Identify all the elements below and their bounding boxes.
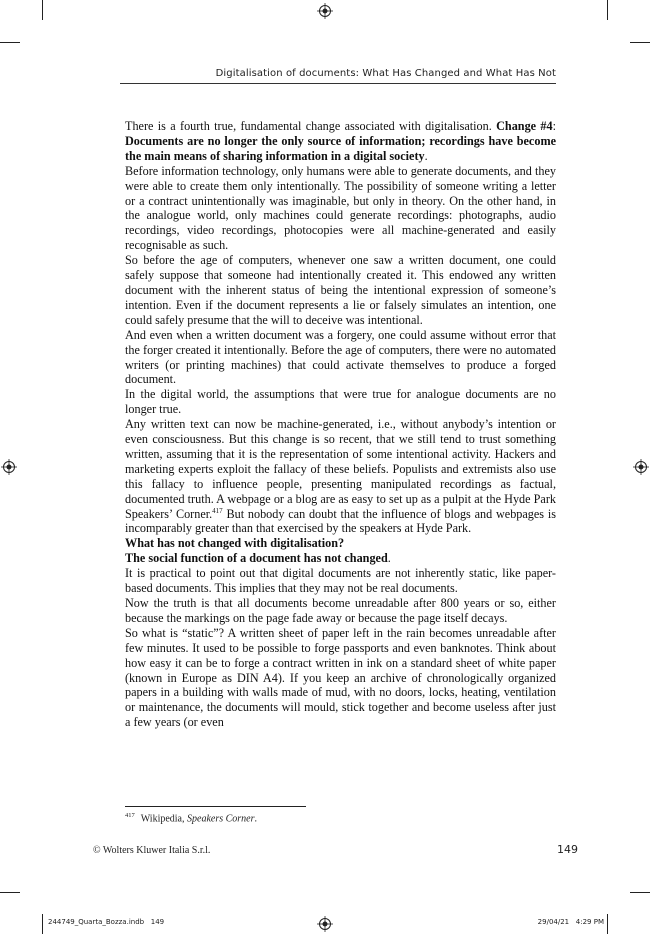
change-end: .	[424, 148, 428, 163]
paragraph-text: There is a fourth true, fundamental change associated with digitalisation.	[125, 119, 492, 133]
footnote-reference[interactable]: 417	[212, 506, 223, 515]
crop-mark	[607, 914, 608, 934]
footnote-rule	[125, 806, 306, 807]
crop-mark	[630, 42, 650, 43]
change-statement: Documents are no longer the only source of information; recordings have become the main means of sharing information in a digital society	[125, 133, 556, 163]
section-heading: What has not changed with digitalisation?	[125, 536, 345, 551]
slug-datetime: 29/04/21 4:29 PM	[537, 918, 604, 926]
crop-mark	[630, 892, 650, 893]
paragraph: It is practical to point out that digital documents are not inherently static, like paper-based documents. This implies that they may not be real documents.	[125, 566, 556, 596]
footnote: $^{417}$ Wikipedia, Speakers Corner.	[125, 812, 257, 825]
registration-mark-icon	[317, 3, 333, 19]
paragraph: So what is “static”? A written sheet of paper left in the rain becomes unreadable after few minutes. It used to be possible to forge passports and even banknotes. Think about how easy it can be to forge a contract written in ink on a standard sheet of white paper (known in Europe as DIN A4). If you keep an archive of chronologically organized papers in a building with walls made of mud, with no doors, locks, heating, ventilation or maintenance, the documents will mould, stick together and become useless after just a few years (or even	[125, 625, 556, 730]
paragraph	[125, 119, 556, 164]
footnote-author: Wikipedia,	[140, 813, 187, 825]
body-text	[125, 119, 556, 730]
crop-mark	[42, 914, 43, 934]
footnote-number: 417	[125, 812, 135, 819]
crop-mark	[607, 0, 608, 20]
paragraph: Before information technology, only humans were able to generate documents, and they were able to create them only intentionally. The possibility of someone writing a letter or a contract unintentionally was imaginable, but only in theory. On the other hand, in the analogue world, only machines could generate recordings: photographs, audio recordings, video recordings, photocopies were all machine-generated and easily recognisable as such.	[125, 163, 556, 253]
page-number: 149	[557, 843, 578, 856]
running-header: Digitalisation of documents: What Has Changed and What Has Not	[215, 68, 556, 79]
change-separator: :	[552, 119, 557, 133]
paragraph	[125, 417, 556, 536]
paragraph: And even when a written document was a forgery, one could assume without error that the forger created it intentionally. Before the age of computers, there were no automated writers (or printing machines) that could activate themselves to produce a forged document.	[125, 327, 556, 387]
footnote-title: Speakers Corner	[187, 813, 255, 825]
paragraph: In the digital world, the assumptions that were true for analogue documents are no longer true.	[125, 387, 556, 417]
crop-mark	[42, 0, 43, 20]
registration-mark-icon	[317, 916, 333, 932]
header-rule	[120, 83, 556, 84]
subsection-heading: The social function of a document has not changed.	[125, 551, 391, 566]
publisher-credit: © Wolters Kluwer Italia S.r.l.	[93, 845, 211, 856]
registration-mark-icon	[1, 459, 17, 475]
paragraph-text: Any written text can now be machine-generated, i.e., without anybody’s intention or even consciousness. But this change is so recent, that we still tend to trust something written, assuming that it is the representation of some intentional activity. Hackers and marketing experts exploit the fallacy of these beliefs. Populists and extremists also use this fallacy to influence people, presenting manipulated recordings as factual, documented truth. A webpage or a blog are as easy to set up as a pulpit at the Hyde Park Speakers’ Corner.	[125, 417, 556, 521]
paragraph: Now the truth is that all documents become unreadable after 800 years or so, either because the markings on the page fade away or because the page itself decays.	[125, 596, 556, 625]
paragraph: So before the age of computers, whenever one saw a written document, one could safely suppose that someone had intentionally created it. This endowed any written document with the inherent status of being the intentional expression of someone’s intention. Even if the document represents a lie or falsely simulates an intention, one could safely presume that the will to deceive was intentional.	[125, 253, 556, 327]
change-label: Change #4	[496, 119, 553, 133]
crop-mark	[0, 892, 20, 893]
crop-mark	[0, 42, 20, 43]
registration-mark-icon	[633, 459, 649, 475]
paragraph-text: But nobody can doubt that the influence of blogs and webpages is incomparably greater than that exercised by the speakers at Hyde Park.	[125, 506, 556, 536]
slug-filename: 244749_Quarta_Bozza.indb 149	[48, 918, 165, 926]
